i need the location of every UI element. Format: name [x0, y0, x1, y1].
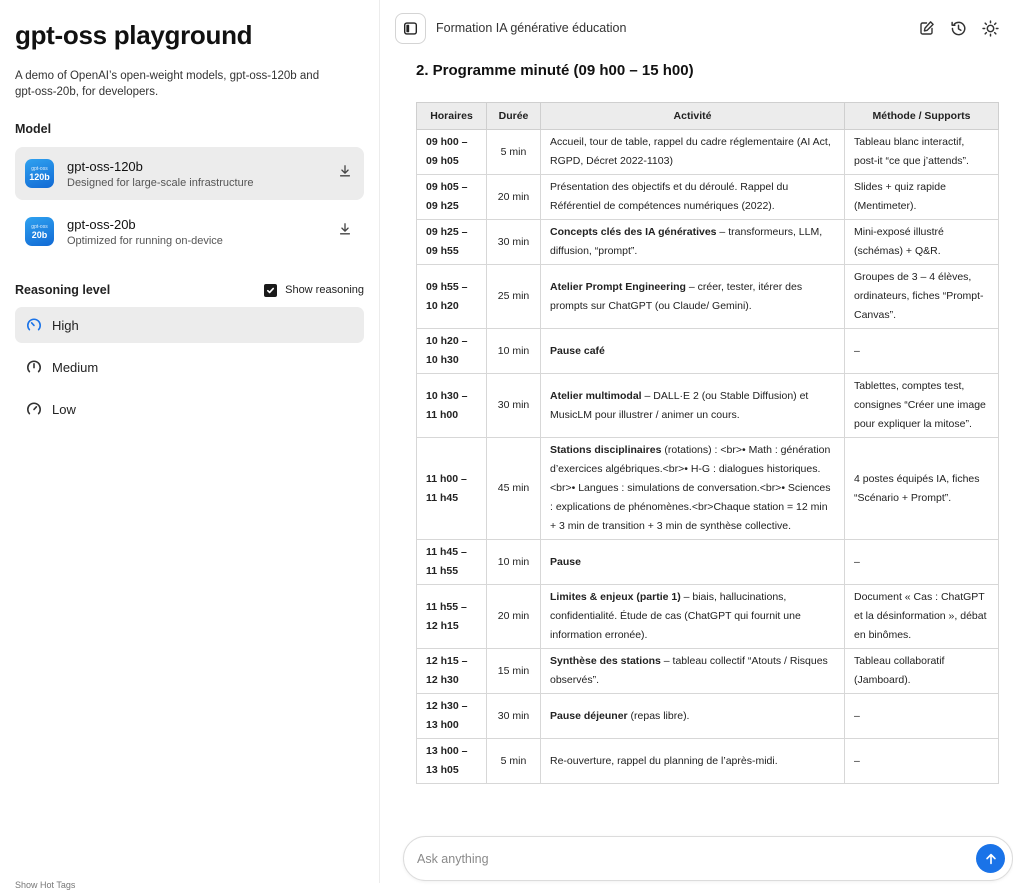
cell-activity	[541, 130, 845, 175]
sidebar-toggle-icon	[403, 21, 418, 36]
cell-duration: 30 min	[487, 694, 541, 739]
cell-time: 12 h30 – 13 h00	[417, 694, 487, 739]
sidebar-toggle-button[interactable]	[395, 13, 426, 44]
cell-time: 10 h30 – 11 h00	[417, 374, 487, 438]
cell-duration: 10 min	[487, 329, 541, 374]
model-subtitle: Optimized for running on-device	[67, 234, 223, 247]
activity-title: Synthèse des stations	[550, 655, 661, 667]
download-icon[interactable]	[338, 164, 352, 183]
activity-title: Pause déjeuner	[550, 709, 628, 722]
activity-title: Limites & enjeux (partie 1)	[550, 591, 681, 603]
model-text	[67, 217, 338, 247]
cell-time: 09 h25 – 09 h55	[417, 220, 487, 265]
reasoning-level-label: Reasoning level	[15, 283, 111, 297]
sidebar-footer: Show Hot Tags	[15, 880, 76, 890]
cell-activity	[541, 585, 845, 649]
column-header: Horaires	[417, 103, 487, 130]
logo-bottom-text: 120b	[29, 171, 50, 182]
composer	[403, 836, 1013, 881]
table-row	[417, 329, 999, 374]
new-chat-icon[interactable]	[919, 20, 935, 36]
show-reasoning-toggle[interactable]	[264, 284, 364, 297]
cell-duration: 30 min	[487, 220, 541, 265]
cell-duration: 5 min	[487, 130, 541, 175]
activity-text: – DALL·E 2 (ou Stable Diffusion) et MusicLM pour illustrer / animer un cours.	[550, 389, 809, 421]
activity-text: – biais, hallucinations, confidentialité. Étude de cas (ChatGPT qui fournit une information erronée).	[550, 591, 801, 641]
cell-duration: 30 min	[487, 374, 541, 438]
activity-title: Atelier multimodal	[550, 389, 642, 402]
activity-text: – créer, tester, itérer des prompts sur ChatGPT (ou Claude/ Gemini).	[550, 280, 803, 312]
reasoning-level-low[interactable]	[15, 391, 364, 427]
download-icon[interactable]	[338, 222, 352, 241]
cell-duration: 5 min	[487, 739, 541, 784]
model-option-gpt-oss-120b[interactable]	[15, 147, 364, 200]
model-option-gpt-oss-20b[interactable]	[15, 205, 364, 258]
gpt-oss-20b-logo-icon	[25, 217, 54, 246]
gpt-oss-120b-logo-icon	[25, 159, 54, 188]
cell-activity	[541, 694, 845, 739]
column-header: Activité	[541, 103, 845, 130]
activity-text: – tableau collectif “Atouts / Risques observés”.	[550, 655, 828, 686]
cell-duration: 20 min	[487, 585, 541, 649]
topbar	[380, 0, 1013, 56]
level-label: Low	[52, 401, 76, 417]
reasoning-level-high[interactable]	[15, 307, 364, 343]
ask-input[interactable]	[417, 852, 976, 866]
gauge-medium-icon	[26, 359, 42, 375]
table-row	[417, 130, 999, 175]
cell-activity	[541, 739, 845, 784]
cell-method: Tableau blanc interactif, post-it “ce que j’attends”.	[845, 130, 999, 175]
main-panel	[380, 0, 1013, 883]
section-heading: 2. Programme minuté (09 h00 – 15 h00)	[416, 62, 694, 79]
table-row	[417, 438, 999, 540]
cell-duration: 10 min	[487, 540, 541, 585]
reasoning-header	[15, 283, 364, 297]
cell-method: Document « Cas : ChatGPT et la désinformation », débat en binômes.	[845, 585, 999, 649]
cell-time: 09 h00 – 09 h05	[417, 130, 487, 175]
cell-duration: 25 min	[487, 265, 541, 329]
cell-time: 09 h55 – 10 h20	[417, 265, 487, 329]
cell-method: –	[845, 739, 999, 784]
activity-text: – transformeurs, LLM, diffusion, “prompt”.	[550, 226, 823, 257]
activity-text: (repas libre).	[627, 709, 690, 722]
table-row	[417, 265, 999, 329]
activity-text: Présentation des objectifs et du déroulé. Rappel du Référentiel de compétences numériques (2022).	[550, 181, 789, 212]
cell-activity	[541, 329, 845, 374]
cell-time: 13 h00 – 13 h05	[417, 739, 487, 784]
cell-method: –	[845, 329, 999, 374]
cell-activity	[541, 374, 845, 438]
model-subtitle: Designed for large-scale infrastructure	[67, 176, 254, 189]
theme-sun-icon[interactable]	[982, 20, 999, 37]
activity-title: Concepts clés des IA génératives	[550, 226, 717, 238]
cell-method: –	[845, 694, 999, 739]
activity-title: Pause	[550, 555, 581, 568]
cell-time: 09 h05 – 09 h25	[417, 175, 487, 220]
activity-title: Stations disciplinaires	[550, 444, 662, 456]
table-row	[417, 649, 999, 694]
logo-top-text: gpt-oss	[31, 165, 48, 172]
gauge-high-icon	[26, 317, 42, 333]
cell-activity	[541, 265, 845, 329]
table-row	[417, 585, 999, 649]
cell-duration: 15 min	[487, 649, 541, 694]
activity-text: Accueil, tour de table, rappel du cadre réglementaire (AI Act, RGPD, Décret 2022-1103)	[550, 136, 831, 167]
cell-duration: 20 min	[487, 175, 541, 220]
model-name: gpt-oss-20b	[67, 216, 136, 232]
cell-method: Mini-exposé illustré (schémas) + Q&R.	[845, 220, 999, 265]
cell-activity	[541, 649, 845, 694]
conversation-title: Formation IA générative éducation	[436, 21, 627, 35]
reasoning-level-medium[interactable]	[15, 349, 364, 385]
column-header: Durée	[487, 103, 541, 130]
cell-method: –	[845, 540, 999, 585]
cell-method: Tablettes, comptes test, consignes “Créer une image pour expliquer la mitose”.	[845, 374, 999, 438]
table-header-row	[417, 103, 999, 130]
show-reasoning-checkbox[interactable]	[264, 284, 277, 297]
level-label: Medium	[52, 359, 99, 375]
send-button[interactable]	[976, 844, 1005, 873]
table-row	[417, 540, 999, 585]
model-text	[67, 159, 338, 189]
table-row	[417, 739, 999, 784]
cell-time: 11 h45 – 11 h55	[417, 540, 487, 585]
show-reasoning-label: Show reasoning	[285, 284, 364, 296]
level-label: High	[52, 317, 79, 333]
cell-method: Slides + quiz rapide (Mentimeter).	[845, 175, 999, 220]
model-name: gpt-oss-120b	[67, 158, 143, 174]
history-icon[interactable]	[950, 20, 967, 37]
cell-activity	[541, 438, 845, 540]
activity-title: Atelier Prompt Engineering	[550, 280, 686, 293]
cell-time: 11 h00 – 11 h45	[417, 438, 487, 540]
activity-title: Pause café	[550, 344, 605, 357]
cell-time: 12 h15 – 12 h30	[417, 649, 487, 694]
logo-top-text: gpt-oss	[31, 223, 48, 230]
model-section-label: Model	[15, 122, 52, 136]
cell-activity	[541, 220, 845, 265]
cell-activity	[541, 175, 845, 220]
column-header: Méthode / Supports	[845, 103, 999, 130]
schedule-table	[416, 102, 999, 784]
cell-method: Tableau collaboratif (Jamboard).	[845, 649, 999, 694]
table-row	[417, 175, 999, 220]
table-row	[417, 374, 999, 438]
logo-bottom-text: 20b	[31, 229, 48, 240]
arrow-up-icon	[984, 852, 998, 866]
cell-time: 10 h20 – 10 h30	[417, 329, 487, 374]
cell-method: 4 postes équipés IA, fiches “Scénario + Prompt”.	[845, 438, 999, 540]
cell-time: 11 h55 – 12 h15	[417, 585, 487, 649]
top-actions	[919, 20, 999, 37]
gauge-low-icon	[26, 401, 42, 417]
sidebar	[0, 0, 380, 890]
table-row	[417, 220, 999, 265]
cell-method: Groupes de 3 – 4 élèves, ordinateurs, fiches “Prompt-Canvas”.	[845, 265, 999, 329]
app-title: gpt-oss playground	[15, 20, 253, 50]
activity-text: (rotations) : <br>• Math : génération d’exercices algébriques.<br>• H-G : dialogues historiques.<br>• Langues : simulations de conversation.<br>• Sciences : explications de phénomènes.<br>Chaque station = 12 min + 3 min de transition + 3 min de synthèse collective.	[550, 444, 831, 532]
app-description: A demo of OpenAI’s open-weight models, gpt-oss-120b and gpt-oss-20b, for developers.	[15, 70, 320, 98]
activity-text: Re-ouverture, rappel du planning de l’après-midi.	[550, 754, 778, 767]
message-content	[380, 56, 1013, 836]
table-row	[417, 694, 999, 739]
cell-duration: 45 min	[487, 438, 541, 540]
cell-activity	[541, 540, 845, 585]
